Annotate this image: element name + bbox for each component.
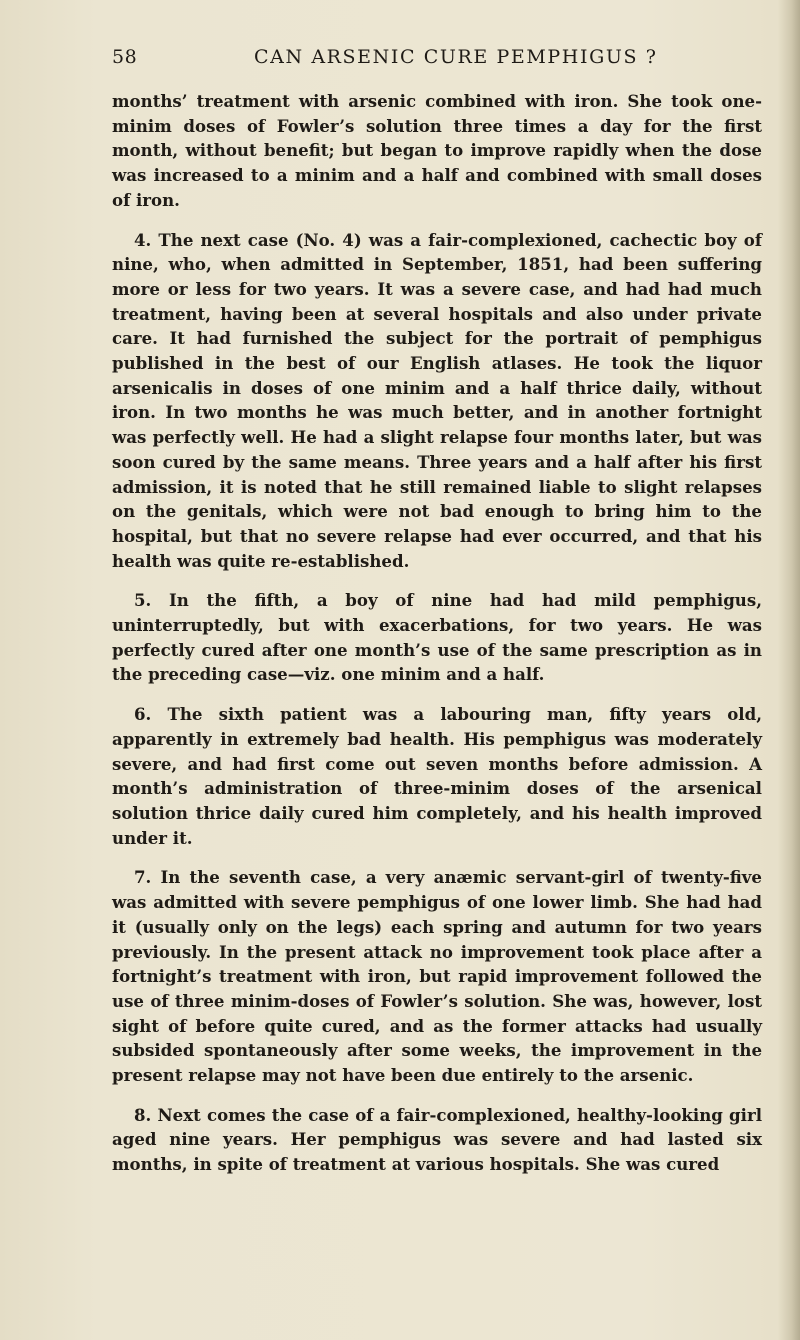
body-text xyxy=(112,89,762,1192)
paragraph-continuation: months’ treatment with arsenic combined with iron. She took one-minim doses of Fowler’s solution three times a day for the first month, without benefit; but began to improve rapidly when the dose was increased to a minim and a half and combined with small doses of iron. xyxy=(112,91,762,210)
page-number: 58 xyxy=(112,46,138,68)
paragraph-case-4: 4. The next case (No. 4) was a fair-complexioned, cachectic boy of nine, who, when admitted in September, 1851, had been suffering more or less for two years. It was a severe case, and had had much treatment, having been at several hospitals and also under private care. It had furnished the subject for the portrait of pemphigus published in the best of our English atlases. He took the liquor arsenicalis in doses of one minim and a half thrice daily, without iron. In two months he was much better, and in another fortnight was perfectly well. He had a slight relapse four months later, but was soon cured by the same means. Three years and a half after his first admission, it is noted that he still remained liable to slight relapses on the genitals, which were not bad enough to bring him to the hospital, but that no severe relapse had ever occurred, and that his health was quite re-established. xyxy=(112,229,762,571)
page-edge-shadow xyxy=(778,0,800,1340)
paragraph-case-8: 8. Next comes the case of a fair-complexioned, healthy-looking girl aged nine years. Her pemphigus was severe and had lasted six months, in spite of treatment at various hospitals. She was cured xyxy=(112,1104,762,1175)
paragraph-case-5: 5. In the fifth, a boy of nine had had mild pemphigus, uninterruptedly, but with exacerbations, for two years. He was perfectly cured after one month’s use of the same prescription as in the preceding case—viz. one minim and a half. xyxy=(112,590,762,685)
running-title: CAN ARSENIC CURE PEMPHIGUS ? xyxy=(254,46,658,68)
paragraph-case-7: 7. In the seventh case, a very anæmic servant-girl of twenty-five was admitted with severe pemphigus of one lower limb. She had had it (usually only on the legs) each spring and autumn for two years previously. In the present attack no improvement took place after a fortnight’s treatment with iron, but rapid improvement followed the use of three minim-doses of Fowler’s solution. She was, however, lost sight of before quite cured, and as the former attacks had usually subsided spontaneously after some weeks, the improvement in the present relapse may not have been due entirely to the arsenic. xyxy=(112,867,762,1086)
page-header xyxy=(112,46,678,72)
paragraph-case-6: 6. The sixth patient was a labouring man, fifty years old, apparently in extremely bad health. His pemphigus was moderately severe, and had first come out seven months before admission. A month’s administration of three-minim doses of the arsenical solution thrice daily cured him completely, and his health improved under it. xyxy=(112,704,762,848)
